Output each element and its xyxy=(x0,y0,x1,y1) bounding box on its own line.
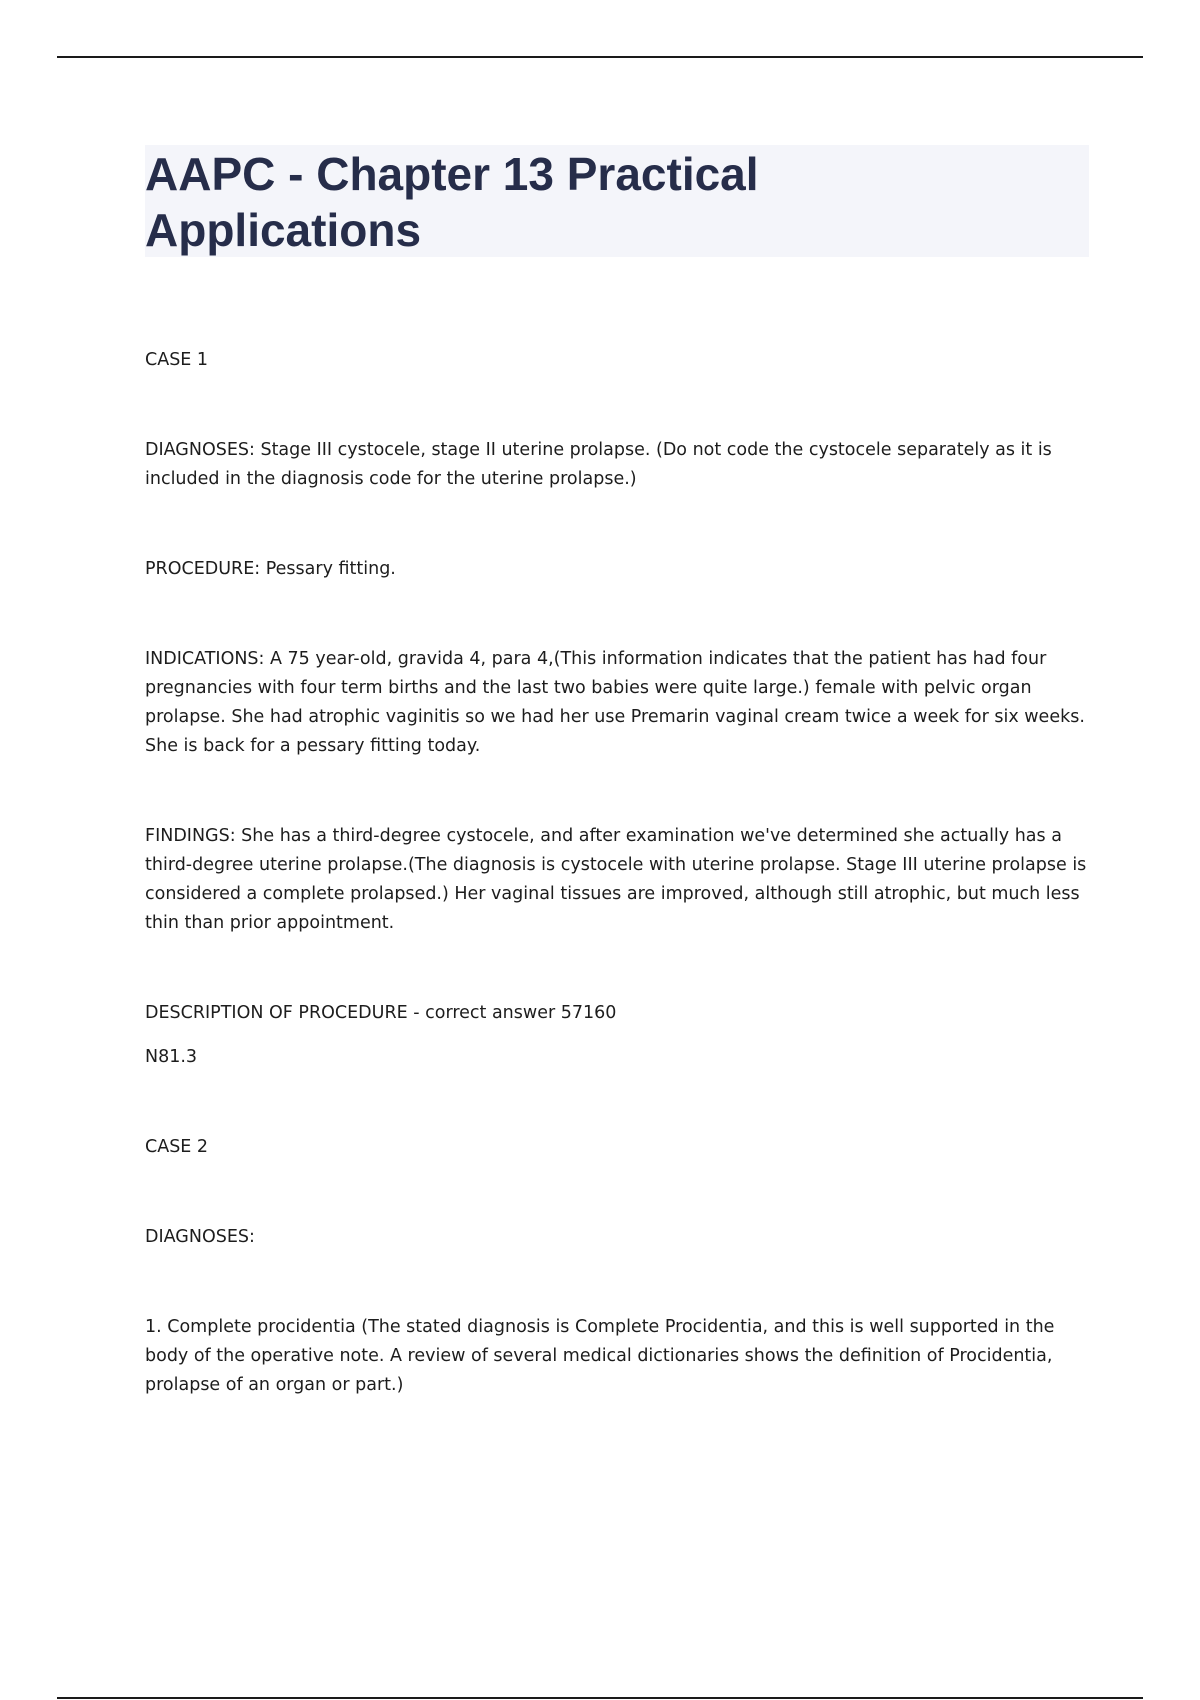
top-divider xyxy=(57,56,1143,58)
case-2-diagnoses-heading: DIAGNOSES: xyxy=(145,1227,255,1247)
case-1-indications: INDICATIONS: A 75 year-old, gravida 4, para 4,(This information indicates that the patient has had four pregnancies with four term births and the last two babies were quite large.) female with pelvic organ prolapse. She had atrophic vaginitis so we had her use Premarin vaginal cream twice a week for six weeks. She is back for a pessary fitting today. xyxy=(145,649,1085,756)
case-1-diagnoses: DIAGNOSES: Stage III cystocele, stage II uterine prolapse. (Do not code the cystocele separately as it is included in the diagnosis code for the uterine prolapse.) xyxy=(145,440,1052,489)
bottom-divider xyxy=(57,1697,1143,1699)
case-1-findings: FINDINGS: She has a third-degree cystocele, and after examination we've determined she actually has a third-degree uterine prolapse.(The diagnosis is cystocele with uterine prolapse. Stage III uterine prolapse is considered a complete prolapsed.) Her vaginal tissues are improved, although still atrophic, but much less thin than prior appointment. xyxy=(145,826,1087,933)
case-2-diagnosis-1: 1. Complete procidentia (The stated diagnosis is Complete Procidentia, and this is well supported in the body of the operative note. A review of several medical dictionaries shows the definition of Procidentia, prolapse of an organ or part.) xyxy=(145,1317,1055,1395)
page-title: AAPC - Chapter 13 Practical Applications xyxy=(145,148,759,256)
case-1-diagnosis-code: N81.3 xyxy=(145,1047,198,1067)
case-1-procedure: PROCEDURE: Pessary fitting. xyxy=(145,559,396,579)
case-2-heading: CASE 2 xyxy=(145,1137,209,1157)
document-body xyxy=(145,346,1090,1400)
case-1-description-answer: DESCRIPTION OF PROCEDURE - correct answer 57160 xyxy=(145,1003,617,1023)
case-1-heading: CASE 1 xyxy=(145,350,209,370)
